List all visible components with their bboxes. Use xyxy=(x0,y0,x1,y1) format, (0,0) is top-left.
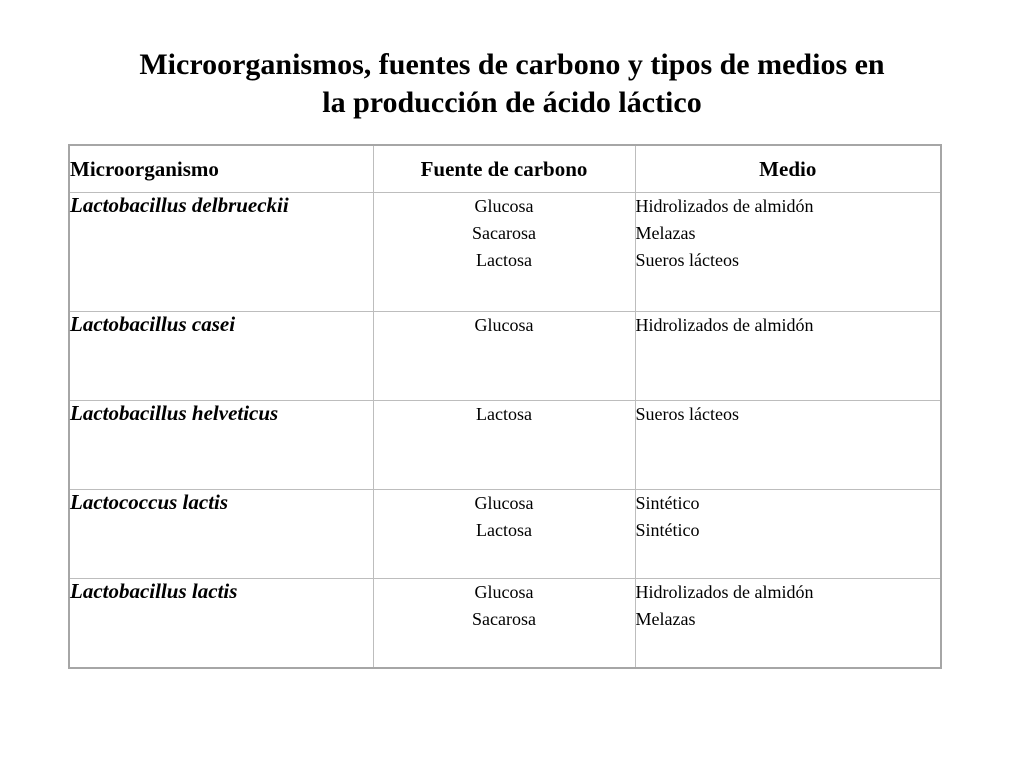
carbon-source-cell xyxy=(373,490,635,579)
medium-cell xyxy=(635,193,941,312)
table-header-row xyxy=(69,145,941,193)
carbon-source: Lactosa xyxy=(476,404,532,424)
organism-cell: Lactobacillus lactis xyxy=(69,579,373,668)
carbon-source: Glucosa xyxy=(474,315,534,335)
carbon-source: Lactosa xyxy=(476,520,532,540)
medium: Hidrolizados de almidón xyxy=(635,196,814,216)
medium: Melazas xyxy=(635,223,696,243)
carbon-source: Sacarosa xyxy=(472,609,536,629)
medium-cell xyxy=(635,312,941,401)
table-row xyxy=(69,312,941,401)
slide-title xyxy=(60,46,964,122)
medium: Sueros lácteos xyxy=(635,250,739,270)
organism-cell: Lactococcus lactis xyxy=(69,490,373,579)
medium: Sueros lácteos xyxy=(635,404,739,424)
table-row xyxy=(69,579,941,668)
medium: Sintético xyxy=(635,493,700,513)
medium-cell xyxy=(635,490,941,579)
microorganisms-table xyxy=(68,144,942,669)
medium: Hidrolizados de almidón xyxy=(635,582,814,602)
carbon-source: Glucosa xyxy=(474,196,534,216)
carbon-source: Sacarosa xyxy=(472,223,536,243)
header-medio: Medio xyxy=(635,145,941,193)
header-fuente-de-carbono: Fuente de carbono xyxy=(373,145,635,193)
carbon-source-cell xyxy=(373,312,635,401)
medium-cell xyxy=(635,579,941,668)
table-row xyxy=(69,490,941,579)
table-row xyxy=(69,193,941,312)
table-row xyxy=(69,401,941,490)
carbon-source-cell xyxy=(373,401,635,490)
organism-cell: Lactobacillus helveticus xyxy=(69,401,373,490)
medium-cell xyxy=(635,401,941,490)
header-microorganismo: Microorganismo xyxy=(69,145,373,193)
organism-cell: Lactobacillus delbrueckii xyxy=(69,193,373,312)
title-line-1: Microorganismos, fuentes de carbono y tipos de medios en xyxy=(139,48,885,82)
carbon-source-cell xyxy=(373,193,635,312)
carbon-source: Lactosa xyxy=(476,250,532,270)
medium: Melazas xyxy=(635,609,696,629)
carbon-source: Glucosa xyxy=(474,582,534,602)
carbon-source: Glucosa xyxy=(474,493,534,513)
medium: Sintético xyxy=(635,520,700,540)
carbon-source-cell xyxy=(373,579,635,668)
medium: Hidrolizados de almidón xyxy=(635,315,814,335)
organism-cell: Lactobacillus casei xyxy=(69,312,373,401)
title-line-2: la producción de ácido láctico xyxy=(322,86,702,120)
